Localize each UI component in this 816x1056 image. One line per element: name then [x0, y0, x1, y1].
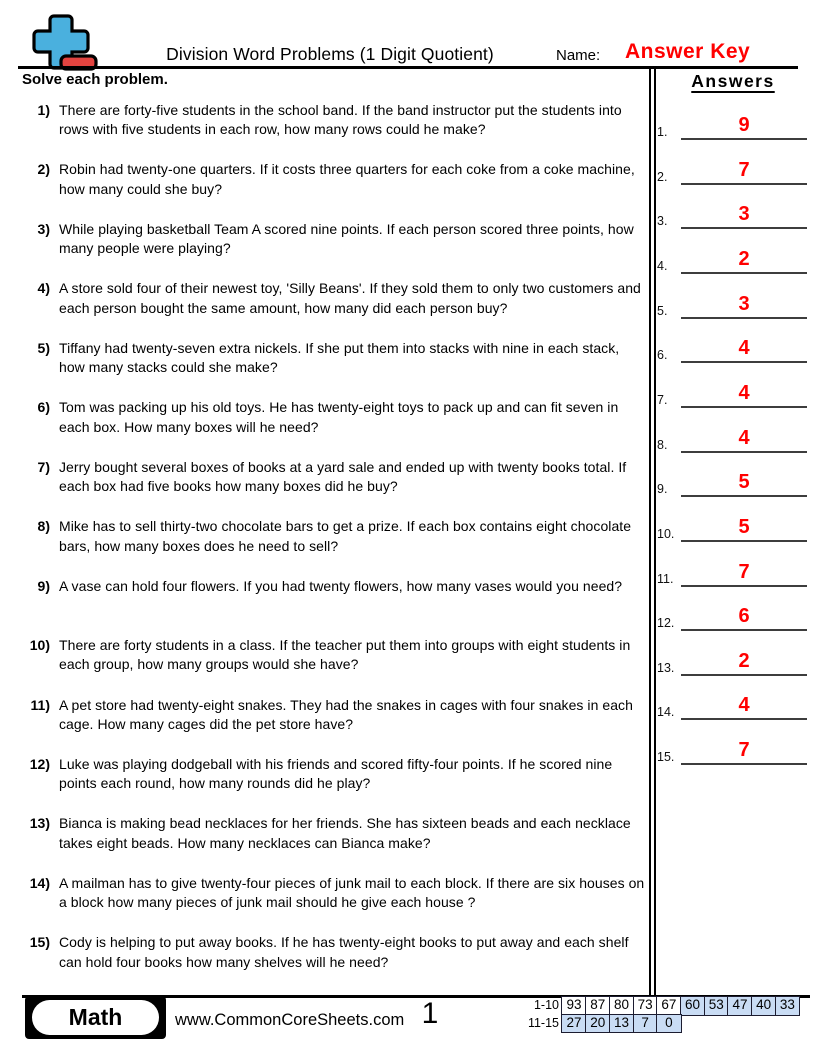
answer-row: [657, 589, 807, 631]
problem-item: [22, 339, 646, 378]
score-cell: 20: [585, 1014, 610, 1034]
problem-item: [22, 755, 646, 794]
score-table: [523, 996, 800, 1033]
problem-text: Mike has to sell thirty-two chocolate bars to get a prize. If each box contains eight chocolate bars, how many boxes does he need to sell?: [59, 518, 632, 554]
problem-text: A mailman has to give twenty-four pieces of junk mail to each block. If there are six houses on a block how many pieces of junk mail should he give each house ?: [59, 874, 645, 911]
score-row-label: 11-15: [527, 1015, 559, 1030]
answer-blank-line: [681, 517, 807, 542]
math-brand-badge: [25, 996, 166, 1039]
problem-number: 3): [37, 220, 50, 237]
problem-text: Jerry bought several boxes of books at a yard sale and ended up with twenty books total. If each box had five books how many boxes did he buy?: [59, 458, 627, 495]
score-cell: 0: [656, 1014, 681, 1034]
problem-item: [22, 696, 646, 735]
problem-text: While playing basketball Team A scored nine points. If each person scored three points, how many people were playing?: [59, 220, 634, 257]
answer-number: 11.: [657, 571, 674, 586]
problem-text: A pet store had twenty-eight snakes. They had the snakes in cages with four snakes in each cage. How many cages did the pet store have?: [59, 696, 633, 732]
problem-number: 2): [37, 161, 50, 178]
answer-number: 5.: [657, 303, 668, 318]
problem-text: Cody is helping to put away books. If he has twenty-eight books to put away and each shelf can hold four books how many shelves will he need?: [59, 934, 629, 970]
website-url: www.CommonCoreSheets.com: [175, 1011, 405, 1029]
answer-blank-line: [681, 383, 807, 408]
answer-row: [657, 232, 807, 274]
answer-blank-line: [681, 562, 807, 587]
answers-divider: [649, 69, 656, 997]
score-cell: 73: [633, 996, 658, 1016]
answer-number: 10.: [657, 526, 675, 541]
answer-value: 3: [738, 203, 750, 226]
answer-row: [657, 187, 807, 229]
problem-number: 8): [37, 518, 50, 535]
answer-value: 4: [738, 337, 750, 360]
answer-blank-line: [681, 695, 807, 720]
header-divider: [18, 66, 798, 69]
problem-item: [22, 636, 646, 675]
score-cell: 67: [656, 996, 681, 1016]
answer-value: 7: [738, 158, 750, 181]
score-cell: 60: [680, 996, 705, 1016]
answer-blank-line: [681, 204, 807, 229]
score-cell: 13: [609, 1014, 634, 1034]
score-cell: 80: [609, 996, 634, 1016]
answer-value: 7: [738, 739, 750, 762]
answer-row: [657, 277, 807, 319]
problem-text: There are forty students in a class. If the teacher put them into groups with eight students in each group, how many groups would she have?: [59, 637, 631, 673]
problem-number: 1): [37, 102, 50, 118]
page-number: 1: [421, 997, 439, 1030]
answer-value: 2: [738, 649, 750, 672]
score-row: [523, 1014, 800, 1034]
score-cell: 27: [561, 1014, 586, 1034]
problem-item: [22, 160, 646, 199]
answer-blank-line: [681, 428, 807, 453]
answer-blank-line: [681, 294, 807, 319]
answer-row: [657, 411, 807, 453]
answer-number: 14.: [657, 705, 675, 720]
problem-number: 15): [29, 934, 50, 951]
answers-heading: Answers: [691, 71, 775, 91]
answer-number: 12.: [657, 616, 675, 631]
answer-number: 2.: [657, 169, 668, 184]
answer-blank-line: [681, 740, 807, 765]
answer-number: 4.: [657, 258, 668, 273]
answer-row: [657, 723, 807, 765]
answer-number: 13.: [657, 660, 675, 675]
answer-value: 4: [738, 426, 750, 449]
problem-text: There are forty-five students in the school band. If the band instructor put the students into rows with five students in each row, how many rows could he make?: [59, 102, 622, 138]
answer-number: 8.: [657, 437, 668, 452]
score-cell: 87: [585, 996, 610, 1016]
answer-value: 9: [738, 114, 750, 136]
answer-blank-line: [681, 160, 807, 185]
problem-item: [22, 398, 646, 437]
problem-number: 13): [29, 815, 50, 832]
answer-blank-line: [681, 249, 807, 274]
answer-number: 7.: [657, 392, 668, 407]
answer-number: 3.: [657, 214, 668, 229]
answer-row: [657, 455, 807, 497]
answer-blank-line: [681, 651, 807, 676]
answer-blank-line: [681, 338, 807, 363]
problem-number: 12): [29, 755, 50, 772]
problem-item: [22, 220, 646, 259]
problem-number: 7): [37, 458, 50, 475]
problem-text: Tiffany had twenty-seven extra nickels. If she put them into stacks with nine in each stack, how many stacks could she make?: [59, 339, 620, 376]
answer-key-label: Answer Key: [625, 40, 751, 63]
answer-row: [657, 366, 807, 408]
answer-number: 1.: [657, 125, 668, 139]
answer-row: [657, 143, 807, 185]
problem-item: [22, 458, 646, 497]
plus-minus-logo-icon: [24, 12, 100, 72]
answer-number: 9.: [657, 482, 668, 497]
score-cell: 47: [727, 996, 752, 1016]
answer-row: [657, 678, 807, 720]
problem-item: [22, 933, 646, 972]
score-cell: 33: [775, 996, 800, 1016]
problem-number: 6): [37, 399, 50, 416]
score-cell: 40: [751, 996, 776, 1016]
problem-number: 14): [29, 874, 50, 891]
answer-value: 4: [738, 381, 750, 404]
score-row: [523, 996, 800, 1016]
answer-value: 5: [738, 471, 750, 494]
answer-row: [657, 321, 807, 363]
problem-number: 4): [37, 280, 50, 297]
worksheet-title: Division Word Problems (1 Digit Quotient): [166, 44, 494, 64]
answer-value: 4: [738, 694, 750, 717]
problem-number: 5): [37, 339, 50, 356]
score-cell: 7: [633, 1014, 658, 1034]
answer-row: [657, 545, 807, 587]
answer-value: 7: [738, 560, 750, 583]
answer-blank-line: [681, 115, 807, 140]
problem-text: Luke was playing dodgeball with his friends and scored fifty-four points. If he scored nine points each round, how many rounds did he play?: [59, 755, 613, 792]
answer-blank-line: [681, 472, 807, 497]
instructions-text: Solve each problem.: [22, 71, 168, 88]
problem-number: 9): [37, 577, 50, 594]
score-cell: 53: [704, 996, 729, 1016]
name-label: Name:: [556, 47, 601, 64]
problem-item: [22, 874, 646, 913]
answer-row: [657, 98, 807, 140]
problem-text: Robin had twenty-one quarters. If it costs three quarters for each coke from a coke machine, how many could she buy?: [59, 161, 635, 197]
problem-text: A store sold four of their newest toy, 'Silly Beans'. If they sold them to only two customers and each person bought the same amount, how many did each person buy?: [59, 280, 641, 316]
answer-value: 5: [738, 515, 750, 538]
problem-text: Bianca is making bead necklaces for her friends. She has sixteen beads and each necklace takes eight beads. How many necklaces can Bianca make?: [59, 815, 631, 851]
math-brand-label: Math: [32, 1000, 159, 1035]
answer-value: 3: [738, 292, 750, 315]
problem-number: 11): [30, 696, 50, 713]
answer-blank-line: [681, 606, 807, 631]
problem-text: Tom was packing up his old toys. He has twenty-eight toys to pack up and can fit seven in each box. How many boxes will he need?: [59, 399, 619, 435]
answer-number: 6.: [657, 348, 668, 363]
problem-item: [22, 577, 646, 596]
problem-number: 10): [29, 637, 50, 654]
score-row-label: 1-10: [533, 998, 559, 1012]
answer-row: [657, 500, 807, 542]
answer-row: [657, 634, 807, 676]
problem-item: [22, 101, 646, 140]
answer-value: 2: [738, 247, 750, 270]
answer-number: 15.: [657, 750, 675, 765]
problem-text: A vase can hold four flowers. If you had twenty flowers, how many vases would you need?: [59, 577, 623, 594]
problem-item: [22, 814, 646, 853]
score-cell: 93: [561, 996, 586, 1016]
problem-item: [22, 279, 646, 318]
problem-item: [22, 517, 646, 556]
answer-value: 6: [738, 605, 750, 628]
